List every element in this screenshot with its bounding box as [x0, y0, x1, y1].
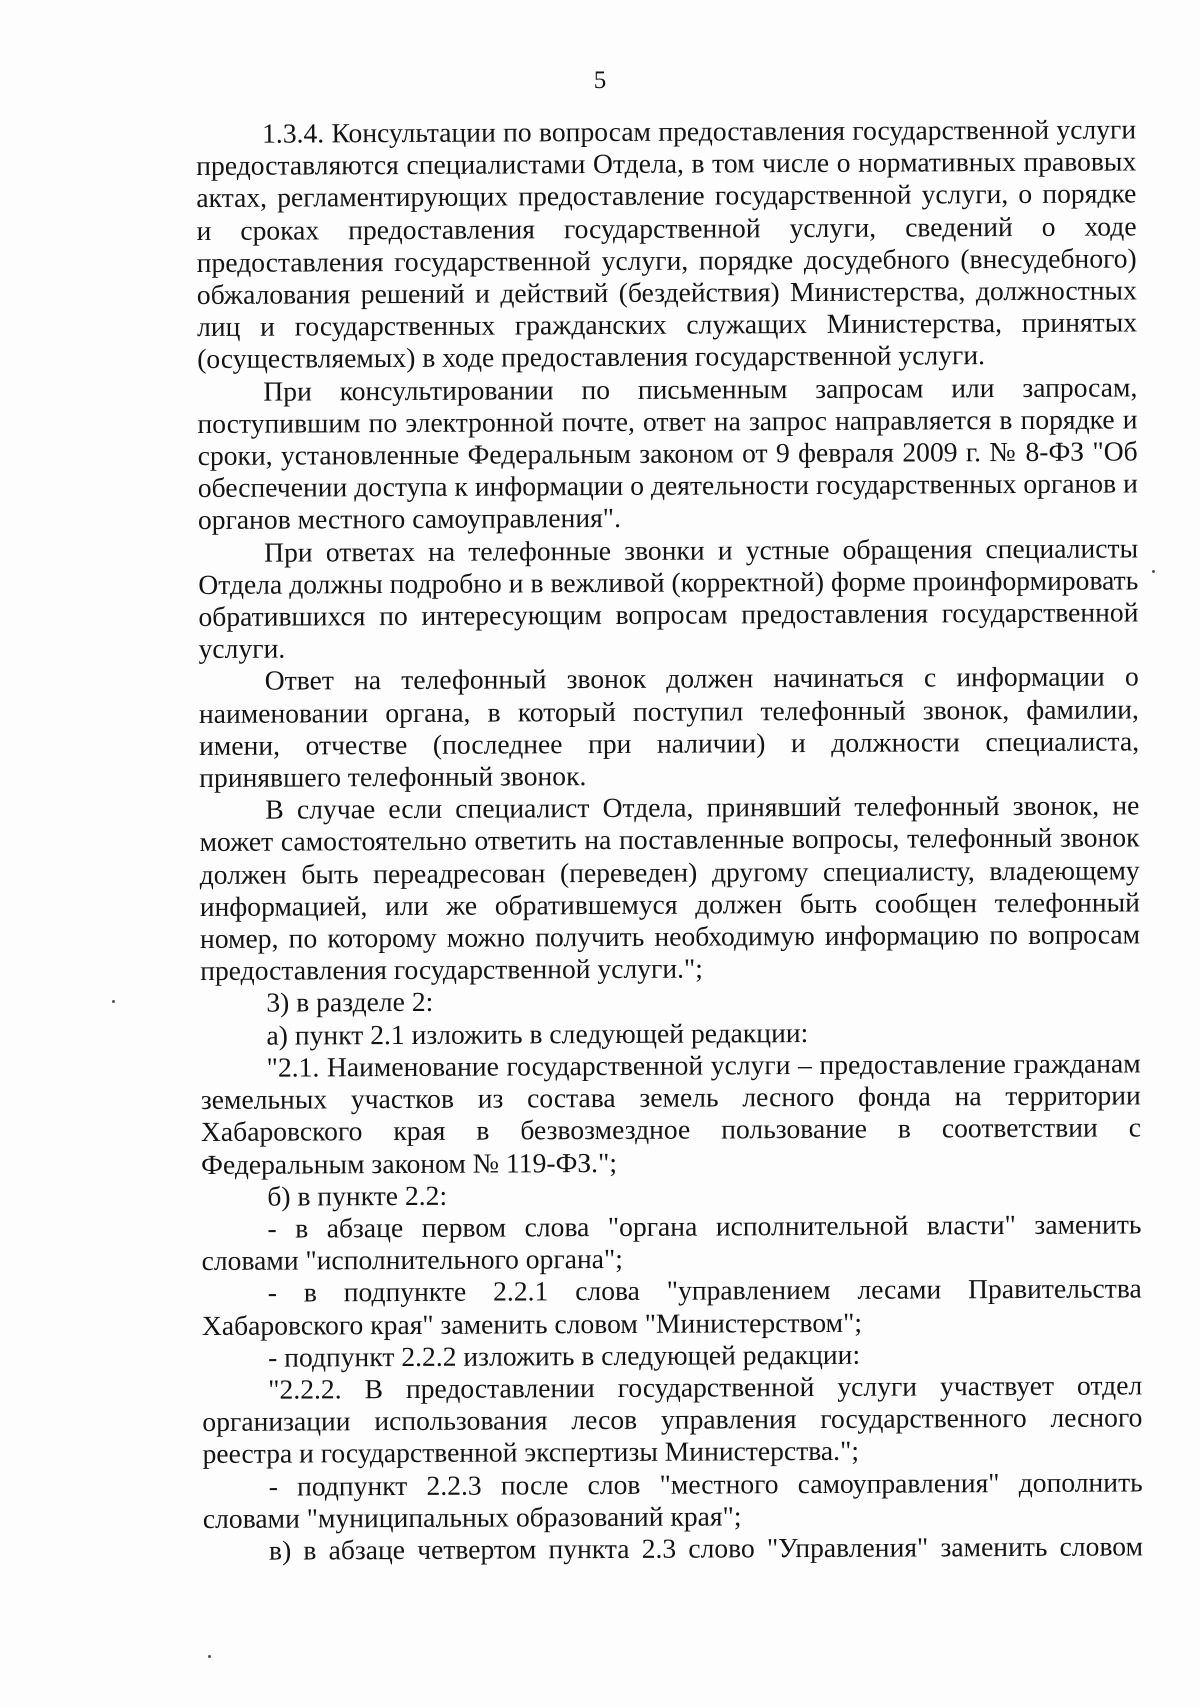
paragraph-item-v: в) в абзаце четвертом пункта 2.3 слово "Управления" заменить словом — [268, 1530, 1144, 1566]
document-body — [196, 113, 1143, 1567]
paragraph-consultations: 1.3.4. Консультации по вопросам предоставления государственной услуги предоставляются специалистами Отдела, в том числе о нормативных правовых актах, регламентирующих предоставление государственной услуги, о порядке и сроках предоставления государственной услуги, сведений о ходе предоставления государственной услуги, порядке досудебного (внесудебного) обжалования решений и действий (бездействия) Министерства, должностных лиц и государственных гражданских служащих Министерства, принятых (осуществляемых) в ходе предоставления государственной услуги. — [196, 113, 1138, 375]
paragraph-first-indent: - в абзаце первом слова "органа исполнительной власти" заменить словами "исполнительного органа"; — [201, 1208, 1142, 1277]
paragraph-section-2: 3) в разделе 2: — [266, 986, 434, 1019]
scan-speck — [112, 1000, 115, 1003]
paragraph-written-requests: При консультировании по письменным запросам или запросам, поступившим по электронной почте, ответ на запрос направляется в порядке и сроки, установленные Федеральным законом от 9 февраля 2009 г. № 8-ФЗ "Об обеспечении доступа к информации о деятельности государственных органов и органов местного самоуправления". — [197, 371, 1138, 536]
paragraph-subitem-2-2-1: - в подпункте 2.2.1 слова "управлением лесами Правительства Хабаровского края" заменить словом "Министерством"; — [201, 1272, 1142, 1341]
paragraph-subitem-2-2-2: - подпункт 2.2.2 изложить в следующей редакции: — [267, 1338, 861, 1373]
scan-speck — [208, 1655, 211, 1658]
paragraph-subitem-2-2-3: - подпункт 2.2.3 после слов "местного самоуправления" дополнить словами "муниципальных образований края"; — [202, 1465, 1143, 1534]
paragraph-subitem-2-2-2-text: "2.2.2. В предоставлении государственной услуги участвует отдел организации использования лесов управления государственного лесного реестра и государственной экспертизы Министерства."; — [202, 1369, 1143, 1470]
paragraph-item-b: б) в пункте 2.2: — [267, 1179, 448, 1212]
paragraph-call-answer: Ответ на телефонный звонок должен начинаться с информации о наименовании органа, в который поступил телефонный звонок, фамилии, имени, отчестве (последнее при наличии) и должности специалиста, принявшего телефонный звонок. — [198, 660, 1140, 794]
paragraph-phone-calls: При ответах на телефонные звонки и устные обращения специалисты Отдела должны подробно и в вежливой (корректной) форме проинформировать обратившихся по интересующим вопросам предоставления государственной услуги. — [198, 532, 1139, 665]
paragraph-call-redirect: В случае если специалист Отдела, принявший телефонный звонок, не может самостоятельно ответить на поставленные вопросы, телефонный звонок должен быть переадресован (переведен) другому специалисту, владеющему информацией, или же обратившемуся должен быть сообщен телефонный номер, по которому можно получить необходимую информацию по вопросам предоставления государственной услуги."; — [199, 789, 1141, 987]
paragraph-service-name: "2.1. Наименование государственной услуги – предоставление гражданам земельных участков из состава земель лесного фонда на территории Хабаровского края в безвозмездное пользование в соответствии с Федеральным законом № 119-ФЗ."; — [200, 1047, 1142, 1180]
scan-speck — [1152, 570, 1155, 573]
paragraph-item-a: а) пункт 2.1 изложить в следующей редакции: — [266, 1016, 809, 1051]
page-number: 5 — [593, 67, 607, 94]
